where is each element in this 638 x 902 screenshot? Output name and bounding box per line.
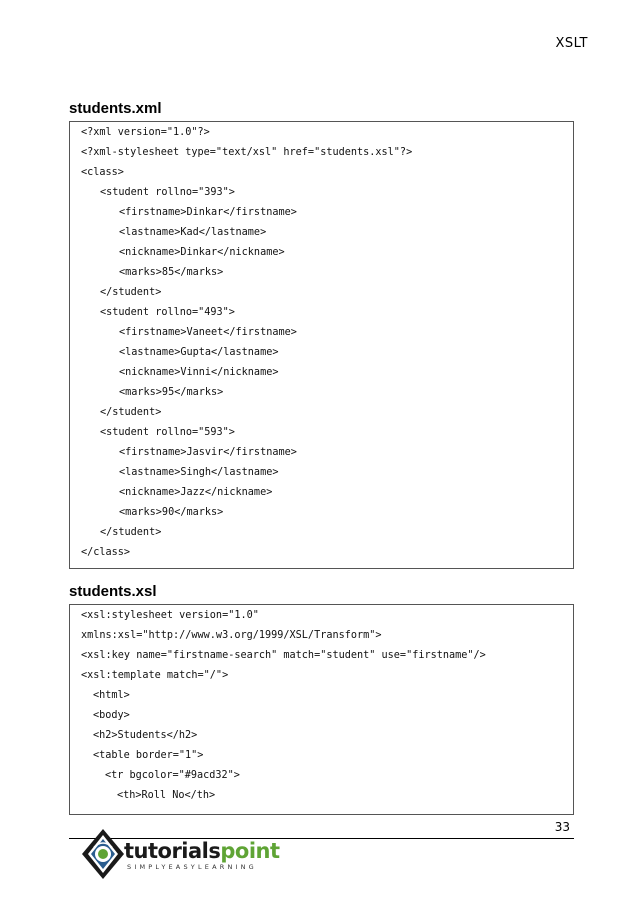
- code-block-students-xsl: [69, 604, 574, 815]
- code-line: <student rollno="493">: [100, 307, 235, 318]
- code-line: <lastname>Kad</lastname>: [119, 227, 267, 238]
- code-line: </student>: [100, 407, 162, 418]
- code-line: </student>: [100, 287, 162, 298]
- logo-wordmark-part2: point: [220, 839, 280, 863]
- code-line: <marks>90</marks>: [119, 507, 224, 518]
- tutorialspoint-logo: [80, 825, 280, 883]
- code-line: xmlns:xsl="http://www.w3.org/1999/XSL/Transform">: [81, 630, 382, 641]
- running-header-title: XSLT: [555, 36, 588, 51]
- code-line: <body>: [93, 710, 130, 721]
- code-line: <nickname>Vinni</nickname>: [119, 367, 279, 378]
- code-line: <firstname>Jasvir</firstname>: [119, 447, 297, 458]
- code-line: <html>: [93, 690, 130, 701]
- code-line: <th>Roll No</th>: [117, 790, 216, 801]
- section-title-students-xsl: students.xsl: [69, 583, 157, 600]
- code-line: <lastname>Singh</lastname>: [119, 467, 279, 478]
- code-line: <?xml version="1.0"?>: [81, 127, 210, 138]
- logo-wordmark: [124, 839, 280, 863]
- code-line: <h2>Students</h2>: [93, 730, 198, 741]
- code-line: <nickname>Jazz</nickname>: [119, 487, 273, 498]
- page-number: 33: [554, 820, 570, 834]
- code-line: <firstname>Vaneet</firstname>: [119, 327, 297, 338]
- code-line: <xsl:template match="/">: [81, 670, 229, 681]
- code-line: <firstname>Dinkar</firstname>: [119, 207, 297, 218]
- logo-wordmark-part1: tutorials: [124, 839, 221, 863]
- code-line: <lastname>Gupta</lastname>: [119, 347, 279, 358]
- section-title-students-xml: students.xml: [69, 100, 162, 117]
- code-line: <marks>85</marks>: [119, 267, 224, 278]
- code-line: <table border="1">: [93, 750, 204, 761]
- logo-tagline: SIMPLYEASYLEARNING: [127, 863, 257, 871]
- code-line: <student rollno="593">: [100, 427, 235, 438]
- code-line: <tr bgcolor="#9acd32">: [105, 770, 240, 781]
- code-line: <class>: [81, 167, 124, 178]
- code-line: <xsl:key name="firstname-search" match="student" use="firstname"/>: [81, 650, 486, 661]
- code-line: <student rollno="393">: [100, 187, 235, 198]
- code-block-students-xml: [69, 121, 574, 569]
- code-line: </class>: [81, 547, 131, 558]
- code-line: </student>: [100, 527, 162, 538]
- code-line: <marks>95</marks>: [119, 387, 224, 398]
- code-line: <?xml-stylesheet type="text/xsl" href="students.xsl"?>: [81, 147, 413, 158]
- logo-emblem-icon: [80, 825, 126, 883]
- code-line: <xsl:stylesheet version="1.0": [81, 610, 259, 621]
- code-line: <nickname>Dinkar</nickname>: [119, 247, 285, 258]
